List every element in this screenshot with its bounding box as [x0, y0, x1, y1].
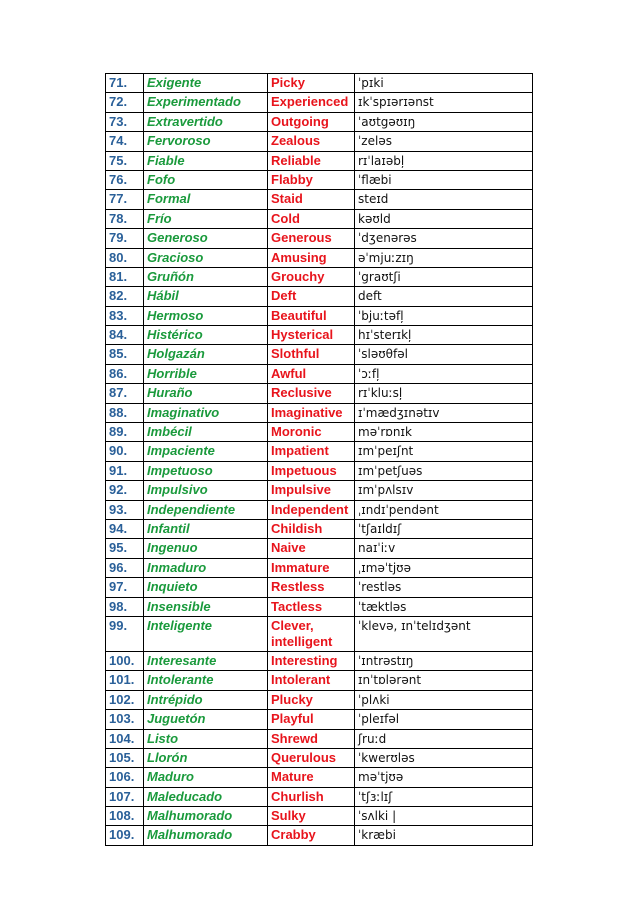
english-word: Churlish — [268, 787, 355, 806]
entry-number: 96. — [106, 558, 144, 577]
entry-number: 92. — [106, 481, 144, 500]
table-row — [106, 93, 533, 112]
spanish-word: Maduro — [144, 768, 268, 787]
table-row — [106, 539, 533, 558]
phonetic-transcription: ˈtʃɜːlɪʃ — [355, 787, 533, 806]
table-row — [106, 287, 533, 306]
spanish-word: Inteligente — [144, 616, 268, 651]
table-row — [106, 209, 533, 228]
table-row — [106, 481, 533, 500]
spanish-word: Malhumorado — [144, 807, 268, 826]
vocabulary-table — [105, 73, 533, 846]
english-word: Slothful — [268, 345, 355, 364]
table-row — [106, 519, 533, 538]
table-row — [106, 671, 533, 690]
entry-number: 89. — [106, 423, 144, 442]
spanish-word: Interesante — [144, 651, 268, 670]
spanish-word: Hábil — [144, 287, 268, 306]
spanish-word: Intrépido — [144, 690, 268, 709]
phonetic-transcription: ɪkˈspɪərɪənst — [355, 93, 533, 112]
spanish-word: Frío — [144, 209, 268, 228]
spanish-word: Horrible — [144, 364, 268, 383]
entry-number: 78. — [106, 209, 144, 228]
entry-number: 99. — [106, 616, 144, 651]
entry-number: 91. — [106, 461, 144, 480]
phonetic-transcription: ɪmˈpetʃuəs — [355, 461, 533, 480]
phonetic-transcription: rɪˈlaɪəbļ — [355, 151, 533, 170]
spanish-word: Listo — [144, 729, 268, 748]
phonetic-transcription: ˌɪməˈtjʊə — [355, 558, 533, 577]
phonetic-transcription: ɪˈmædʒɪnətɪv — [355, 403, 533, 422]
english-word: Beautiful — [268, 306, 355, 325]
entry-number: 88. — [106, 403, 144, 422]
english-word: Impatient — [268, 442, 355, 461]
english-word: Playful — [268, 710, 355, 729]
phonetic-transcription: ˈsʌlki | — [355, 807, 533, 826]
english-word: Impulsive — [268, 481, 355, 500]
phonetic-transcription: ˈgraʊtʃi — [355, 267, 533, 286]
entry-number: 100. — [106, 651, 144, 670]
phonetic-transcription: ˈzeləs — [355, 132, 533, 151]
phonetic-transcription: ˈbjuːtəfļ — [355, 306, 533, 325]
table-row — [106, 826, 533, 845]
entry-number: 80. — [106, 248, 144, 267]
spanish-word: Gruñón — [144, 267, 268, 286]
spanish-word: Intolerante — [144, 671, 268, 690]
english-word: Reclusive — [268, 384, 355, 403]
table-row — [106, 597, 533, 616]
phonetic-transcription: ˈpleɪfəl — [355, 710, 533, 729]
english-word: Clever, intelligent — [268, 616, 355, 651]
phonetic-transcription: hɪˈsterɪkļ — [355, 326, 533, 345]
english-word: Grouchy — [268, 267, 355, 286]
phonetic-transcription: ɪmˈpeɪʃnt — [355, 442, 533, 461]
entry-number: 104. — [106, 729, 144, 748]
entry-number: 103. — [106, 710, 144, 729]
phonetic-transcription: ˌɪndɪˈpendənt — [355, 500, 533, 519]
entry-number: 77. — [106, 190, 144, 209]
table-row — [106, 345, 533, 364]
phonetic-transcription: naɪˈiːv — [355, 539, 533, 558]
english-word: Hysterical — [268, 326, 355, 345]
table-row — [106, 729, 533, 748]
spanish-word: Experimentado — [144, 93, 268, 112]
table-row — [106, 461, 533, 480]
spanish-word: Fervoroso — [144, 132, 268, 151]
table-row — [106, 768, 533, 787]
phonetic-transcription: ʃruːd — [355, 729, 533, 748]
phonetic-transcription: ˈflæbi — [355, 170, 533, 189]
spanish-word: Formal — [144, 190, 268, 209]
phonetic-transcription: ˈrestləs — [355, 578, 533, 597]
spanish-word: Insensible — [144, 597, 268, 616]
phonetic-transcription: ˈplʌki — [355, 690, 533, 709]
phonetic-transcription: ɪmˈpʌlsɪv — [355, 481, 533, 500]
phonetic-transcription: məˈtjʊə — [355, 768, 533, 787]
english-word: Staid — [268, 190, 355, 209]
english-word: Childish — [268, 519, 355, 538]
english-word: Naive — [268, 539, 355, 558]
entry-number: 72. — [106, 93, 144, 112]
entry-number: 102. — [106, 690, 144, 709]
english-word: Plucky — [268, 690, 355, 709]
english-word: Restless — [268, 578, 355, 597]
english-word: Mature — [268, 768, 355, 787]
english-word: Deft — [268, 287, 355, 306]
table-row — [106, 112, 533, 131]
spanish-word: Histérico — [144, 326, 268, 345]
english-word: Outgoing — [268, 112, 355, 131]
english-word: Sulky — [268, 807, 355, 826]
entry-number: 83. — [106, 306, 144, 325]
table-row — [106, 248, 533, 267]
vocabulary-table-body — [106, 74, 533, 846]
table-row — [106, 170, 533, 189]
spanish-word: Huraño — [144, 384, 268, 403]
english-word: Cold — [268, 209, 355, 228]
english-word: Experienced — [268, 93, 355, 112]
english-word: Querulous — [268, 748, 355, 767]
entry-number: 90. — [106, 442, 144, 461]
english-word: Reliable — [268, 151, 355, 170]
table-row — [106, 748, 533, 767]
english-word: Intolerant — [268, 671, 355, 690]
phonetic-transcription: rɪˈkluːsļ — [355, 384, 533, 403]
phonetic-transcription: məˈrɒnɪk — [355, 423, 533, 442]
table-row — [106, 74, 533, 93]
spanish-word: Hermoso — [144, 306, 268, 325]
spanish-word: Maleducado — [144, 787, 268, 806]
english-word: Picky — [268, 74, 355, 93]
phonetic-transcription: ˈpɪki — [355, 74, 533, 93]
spanish-word: Imaginativo — [144, 403, 268, 422]
english-word: Interesting — [268, 651, 355, 670]
table-row — [106, 807, 533, 826]
english-word: Amusing — [268, 248, 355, 267]
entry-number: 81. — [106, 267, 144, 286]
entry-number: 97. — [106, 578, 144, 597]
english-word: Zealous — [268, 132, 355, 151]
table-row — [106, 558, 533, 577]
entry-number: 85. — [106, 345, 144, 364]
english-word: Flabby — [268, 170, 355, 189]
spanish-word: Impulsivo — [144, 481, 268, 500]
entry-number: 73. — [106, 112, 144, 131]
table-row — [106, 132, 533, 151]
entry-number: 79. — [106, 229, 144, 248]
entry-number: 105. — [106, 748, 144, 767]
spanish-word: Inmaduro — [144, 558, 268, 577]
entry-number: 108. — [106, 807, 144, 826]
spanish-word: Inquieto — [144, 578, 268, 597]
spanish-word: Impaciente — [144, 442, 268, 461]
spanish-word: Llorón — [144, 748, 268, 767]
spanish-word: Exigente — [144, 74, 268, 93]
phonetic-transcription: kəʊld — [355, 209, 533, 228]
table-row — [106, 710, 533, 729]
spanish-word: Fiable — [144, 151, 268, 170]
spanish-word: Impetuoso — [144, 461, 268, 480]
spanish-word: Ingenuo — [144, 539, 268, 558]
table-row — [106, 787, 533, 806]
phonetic-transcription: ˈtæktləs — [355, 597, 533, 616]
entry-number: 93. — [106, 500, 144, 519]
english-word: Shrewd — [268, 729, 355, 748]
phonetic-transcription: deft — [355, 287, 533, 306]
phonetic-transcription: ˈkwerʊləs — [355, 748, 533, 767]
table-row — [106, 500, 533, 519]
table-row — [106, 442, 533, 461]
table-row — [106, 403, 533, 422]
spanish-word: Infantil — [144, 519, 268, 538]
english-word: Generous — [268, 229, 355, 248]
spanish-word: Malhumorado — [144, 826, 268, 845]
entry-number: 87. — [106, 384, 144, 403]
table-row — [106, 690, 533, 709]
entry-number: 98. — [106, 597, 144, 616]
spanish-word: Juguetón — [144, 710, 268, 729]
spanish-word: Extravertido — [144, 112, 268, 131]
english-word: Impetuous — [268, 461, 355, 480]
spanish-word: Independiente — [144, 500, 268, 519]
phonetic-transcription: ˈkræbi — [355, 826, 533, 845]
entry-number: 76. — [106, 170, 144, 189]
entry-number: 106. — [106, 768, 144, 787]
table-row — [106, 326, 533, 345]
table-row — [106, 578, 533, 597]
table-row — [106, 364, 533, 383]
entry-number: 75. — [106, 151, 144, 170]
english-word: Independent — [268, 500, 355, 519]
entry-number: 84. — [106, 326, 144, 345]
spanish-word: Imbécil — [144, 423, 268, 442]
entry-number: 74. — [106, 132, 144, 151]
entry-number: 86. — [106, 364, 144, 383]
table-row — [106, 151, 533, 170]
english-word: Moronic — [268, 423, 355, 442]
entry-number: 109. — [106, 826, 144, 845]
entry-number: 71. — [106, 74, 144, 93]
phonetic-transcription: ɪnˈtɒlərənt — [355, 671, 533, 690]
phonetic-transcription: steɪd — [355, 190, 533, 209]
english-word: Immature — [268, 558, 355, 577]
spanish-word: Generoso — [144, 229, 268, 248]
phonetic-transcription: ˈɔːfļ — [355, 364, 533, 383]
english-word: Tactless — [268, 597, 355, 616]
spanish-word: Fofo — [144, 170, 268, 189]
table-row — [106, 229, 533, 248]
english-word: Awful — [268, 364, 355, 383]
phonetic-transcription: ˈsləʊθfəl — [355, 345, 533, 364]
entry-number: 95. — [106, 539, 144, 558]
phonetic-transcription: əˈmjuːzɪŋ — [355, 248, 533, 267]
table-row — [106, 306, 533, 325]
table-row — [106, 616, 533, 651]
entry-number: 107. — [106, 787, 144, 806]
phonetic-transcription: ˈaʊtgəʊɪŋ — [355, 112, 533, 131]
table-row — [106, 651, 533, 670]
entry-number: 94. — [106, 519, 144, 538]
table-row — [106, 384, 533, 403]
spanish-word: Gracioso — [144, 248, 268, 267]
english-word: Imaginative — [268, 403, 355, 422]
entry-number: 82. — [106, 287, 144, 306]
spanish-word: Holgazán — [144, 345, 268, 364]
table-row — [106, 190, 533, 209]
entry-number: 101. — [106, 671, 144, 690]
phonetic-transcription: ˈɪntrəstɪŋ — [355, 651, 533, 670]
table-row — [106, 267, 533, 286]
english-word: Crabby — [268, 826, 355, 845]
phonetic-transcription: ˈtʃaɪldɪʃ — [355, 519, 533, 538]
phonetic-transcription: ˈdʒenərəs — [355, 229, 533, 248]
phonetic-transcription: ˈklevə, ɪnˈtelɪdʒənt — [355, 616, 533, 651]
table-row — [106, 423, 533, 442]
